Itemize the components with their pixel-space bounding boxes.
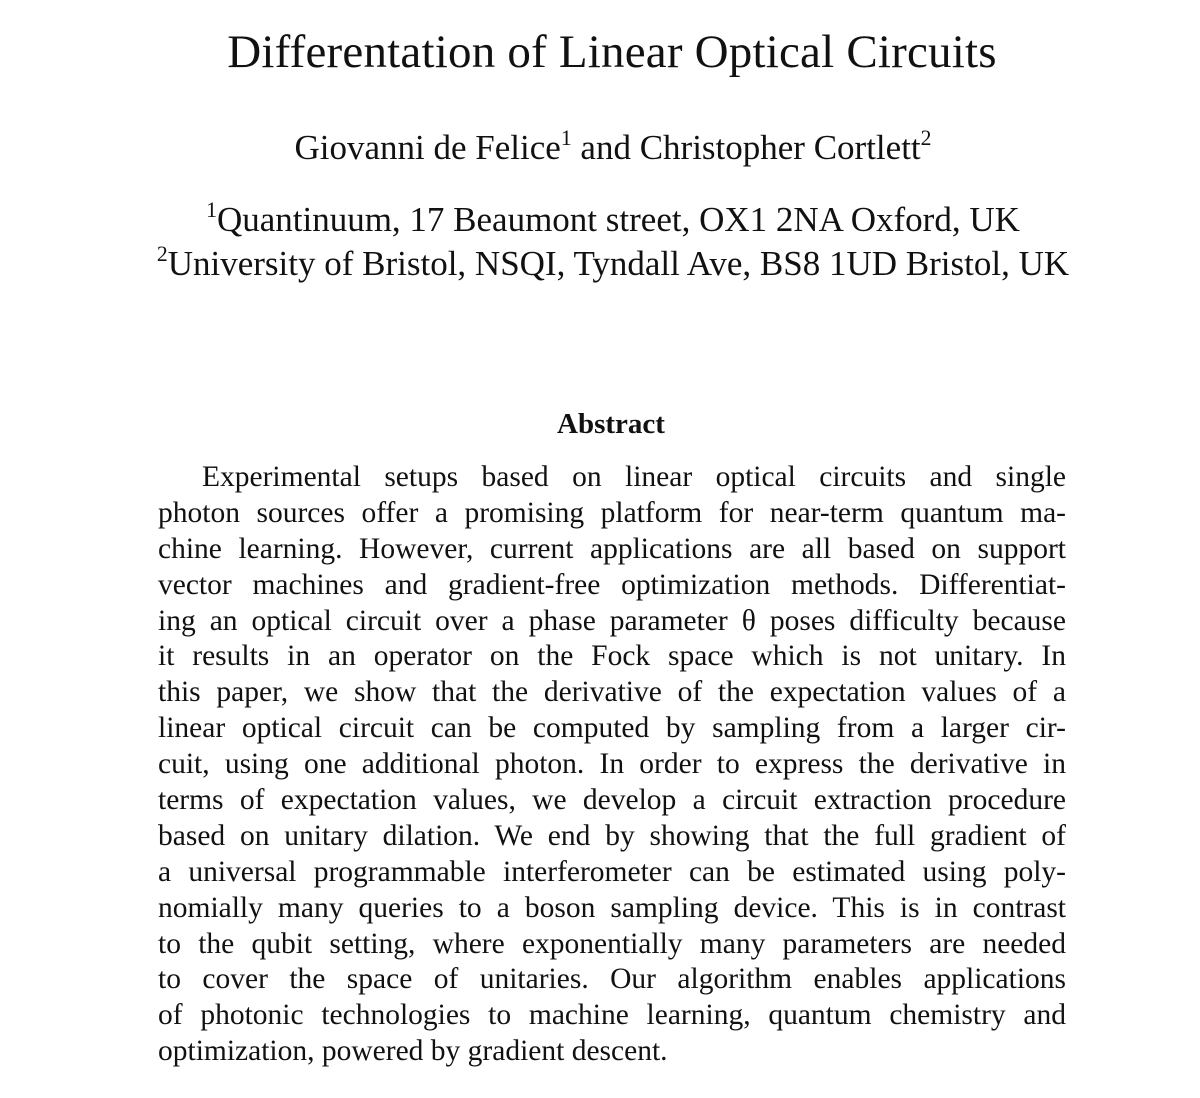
- abstract-line: to cover the space of unitaries. Our algorithm enables applications: [158, 963, 1066, 996]
- abstract-line: to the qubit setting, where exponentially many parameters are needed: [158, 927, 1066, 960]
- affiliation-mark: 1: [206, 198, 217, 223]
- abstract-line: nomially many queries to a boson sampling device. This is in contrast: [158, 891, 1066, 924]
- affiliation-list: [0, 198, 1200, 286]
- affiliation-mark: 2: [156, 242, 168, 267]
- abstract-line: chine learning. However, current applications are all based on support: [158, 532, 1066, 565]
- abstract-line: terms of expectation values, we develop a circuit extraction procedure: [158, 784, 1066, 817]
- abstract-line: it results in an operator on the Fock space which is not unitary. In: [158, 640, 1066, 673]
- affiliation-text: Quantinuum, 17 Beaumont street, OX1 2NA Oxford, UK: [216, 200, 1020, 239]
- abstract-line: Experimental setups based on linear optical circuits and single: [202, 461, 1066, 493]
- abstract-line: based on unitary dilation. We end by showing that the full gradient of: [158, 819, 1066, 852]
- abstract-line: linear optical circuit can be computed by sampling from a larger cir-: [158, 712, 1066, 745]
- abstract-line: of photonic technologies to machine learning, quantum chemistry and: [158, 999, 1066, 1032]
- abstract-line: cuit, using one additional photon. In order to express the derivative in: [158, 748, 1066, 781]
- author-name: Christopher Cortlett: [639, 128, 921, 167]
- affiliation-line: [0, 198, 1200, 242]
- paper-title: Differentation of Linear Optical Circuits: [227, 26, 997, 78]
- author-line: [0, 126, 1200, 170]
- abstract-line: this paper, we show that the derivative of the expectation values of a: [158, 676, 1066, 709]
- abstract-heading: Abstract: [557, 408, 665, 440]
- abstract-line: a universal programmable interferometer can be estimated using poly-: [158, 855, 1066, 888]
- abstract-line: photon sources offer a promising platform for near-term quantum ma-: [158, 496, 1066, 529]
- author-separator: and: [571, 128, 640, 167]
- affiliation-mark: 2: [920, 126, 932, 151]
- abstract-line: vector machines and gradient-free optimization methods. Differentiat-: [158, 568, 1066, 601]
- affiliation-text: University of Bristol, NSQI, Tyndall Ave, BS8 1UD Bristol, UK: [167, 244, 1070, 283]
- affiliation-mark: 1: [560, 126, 572, 151]
- affiliation-line: [0, 242, 1200, 286]
- author-name: Giovanni de Felice: [294, 128, 561, 167]
- abstract-body: [158, 460, 1066, 1070]
- abstract-line: ing an optical circuit over a phase parameter θ poses difficulty because: [158, 604, 1066, 637]
- abstract-line: optimization, powered by gradient descent.: [158, 1035, 668, 1068]
